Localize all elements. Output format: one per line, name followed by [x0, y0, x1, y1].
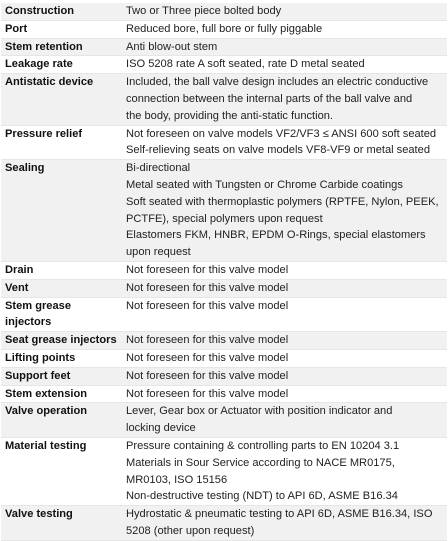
spec-label: Sealing [1, 160, 122, 262]
spec-label: Valve operation [1, 403, 122, 438]
spec-value-line: Not foreseen for this valve model [126, 263, 289, 276]
spec-value-line: Not foreseen for this valve model [126, 369, 289, 382]
spec-value [122, 20, 447, 38]
spec-row [1, 506, 447, 541]
spec-value [122, 279, 447, 297]
spec-value-line: Metal seated with Tungsten or Chrome Carbide coatings [126, 178, 403, 191]
spec-value [122, 349, 447, 367]
spec-value-line: Not foreseen for this valve model [126, 351, 289, 364]
spec-value [122, 74, 447, 125]
spec-row [1, 20, 447, 38]
spec-label: Construction [1, 3, 122, 20]
spec-value-line: Soft seated with thermoplastic polymers (RPTFE, Nylon, PEEK, [126, 195, 439, 208]
spec-value-line: Reduced bore, full bore or fully piggable [126, 22, 323, 35]
spec-value-line: Not foreseen for this valve model [126, 299, 289, 312]
spec-value [122, 125, 447, 160]
spec-row [1, 367, 447, 385]
spec-value [122, 385, 447, 403]
spec-value-line: Lever, Gear box or Actuator with position indicator and [126, 405, 393, 418]
spec-value-line: Not foreseen for this valve model [126, 281, 289, 294]
spec-value [122, 160, 447, 262]
spec-label: Stem grease injectors [1, 297, 122, 332]
spec-value [122, 403, 447, 438]
spec-label: Leakage rate [1, 56, 122, 74]
spec-label: Drain [1, 261, 122, 279]
spec-row [1, 385, 447, 403]
spec-value [122, 367, 447, 385]
spec-label: Vent [1, 279, 122, 297]
spec-value [122, 437, 447, 505]
spec-label: Pressure relief [1, 125, 122, 160]
spec-value-line: Two or Three piece bolted body [126, 5, 282, 17]
spec-value [122, 332, 447, 350]
spec-value-line: Not foreseen for this valve model [126, 387, 289, 400]
spec-label: Seat grease injectors [1, 332, 122, 350]
spec-value-line: ISO 5208 rate A soft seated, rate D metal seated [126, 58, 365, 71]
spec-label: Material testing [1, 437, 122, 505]
spec-row [1, 160, 447, 262]
valve-spec-table [1, 3, 447, 541]
spec-row [1, 279, 447, 297]
spec-row [1, 38, 447, 56]
spec-value-line: the body, providing the anti-static function. [126, 109, 333, 122]
spec-row [1, 56, 447, 74]
spec-value [122, 506, 447, 541]
spec-value-line: Elastomers FKM, HNBR, EPDM O-Rings, special elastomers [126, 229, 426, 242]
spec-table-body [1, 3, 447, 540]
spec-value [122, 38, 447, 56]
spec-row [1, 297, 447, 332]
spec-row [1, 74, 447, 125]
spec-row [1, 437, 447, 505]
spec-row [1, 403, 447, 438]
spec-value-line: Anti blow-out stem [126, 40, 218, 53]
spec-value-line: PCTFE), special polymers upon request [126, 212, 323, 225]
spec-value-line: locking device [126, 422, 196, 435]
spec-row [1, 332, 447, 350]
spec-value [122, 3, 447, 20]
spec-value-line: Not foreseen on valve models VF2/VF3 ≤ ANSI 600 soft seated [126, 127, 437, 140]
spec-value [122, 56, 447, 74]
spec-label: Valve testing [1, 506, 122, 541]
spec-label: Support feet [1, 367, 122, 385]
spec-label: Stem retention [1, 38, 122, 56]
spec-value-line: Materials in Sour Service according to NACE MR0175, [126, 456, 395, 469]
spec-row [1, 349, 447, 367]
spec-row [1, 3, 447, 20]
spec-row [1, 261, 447, 279]
spec-value-line: Self-relieving seats on valve models VF8-VF9 or metal seated [126, 144, 430, 157]
spec-value-line: Bi-directional [126, 162, 191, 175]
spec-value-line: Non-destructive testing (NDT) to API 6D, ASME B16.34 [126, 490, 398, 503]
spec-value-line: MR0103, ISO 15156 [126, 473, 228, 486]
spec-value [122, 297, 447, 332]
spec-value-line: 5208 (other upon request) [126, 524, 255, 537]
spec-value-line: connection between the internal parts of the ball valve and [126, 92, 413, 105]
spec-label: Antistatic device [1, 74, 122, 125]
spec-label: Port [1, 20, 122, 38]
spec-label: Lifting points [1, 349, 122, 367]
spec-label: Stem extension [1, 385, 122, 403]
spec-value-line: Pressure containing & controlling parts to EN 10204 3.1 [126, 439, 400, 452]
spec-value [122, 261, 447, 279]
spec-value-line: upon request [126, 246, 191, 259]
spec-value-line: Included, the ball valve design includes an electric conductive [126, 76, 429, 89]
spec-value-line: Hydrostatic & pneumatic testing to API 6D, ASME B16.34, ISO [126, 508, 433, 521]
spec-row [1, 125, 447, 160]
spec-value-line: Not foreseen for this valve model [126, 334, 289, 347]
